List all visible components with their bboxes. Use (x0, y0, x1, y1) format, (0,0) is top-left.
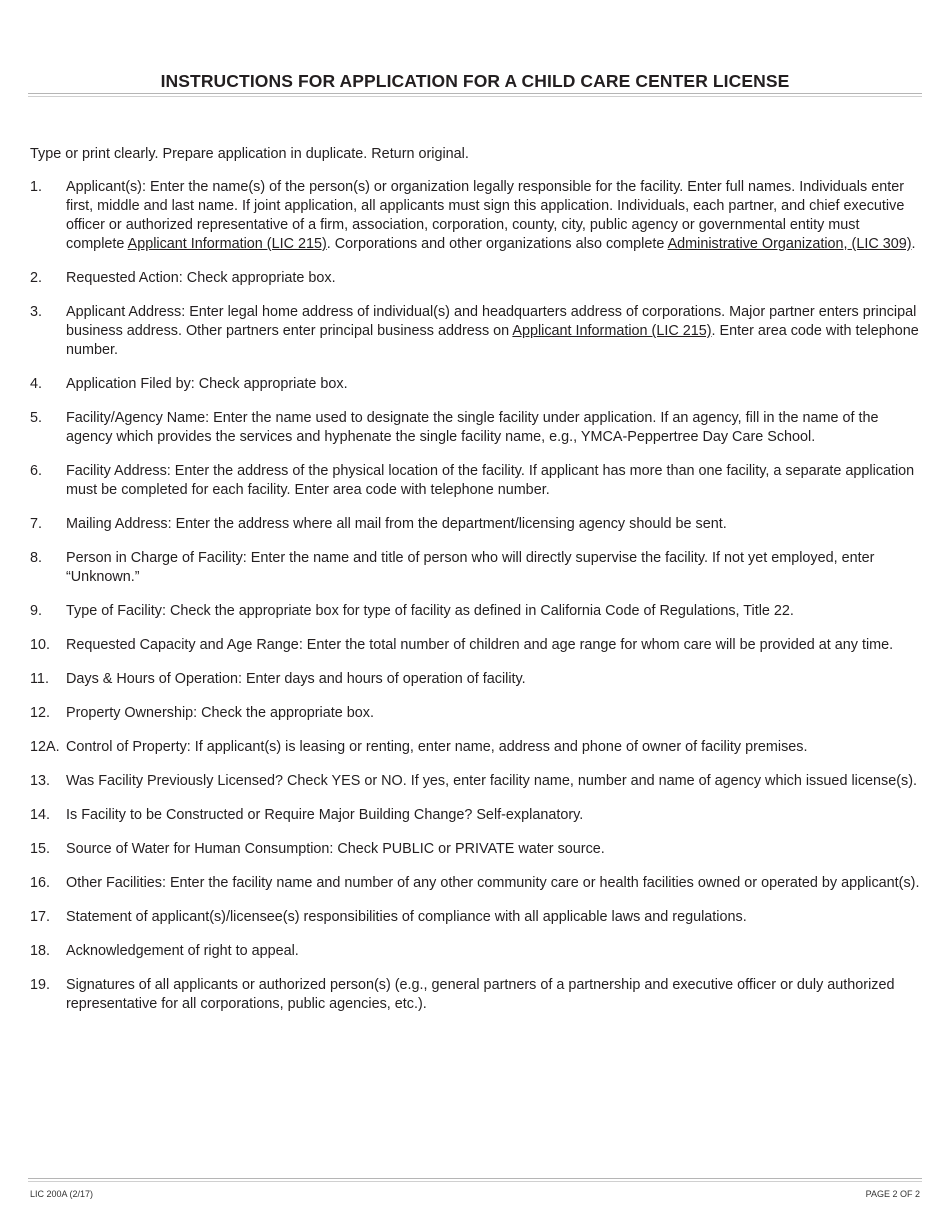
instruction-item (30, 375, 920, 394)
item-text-segment: Mailing Address: Enter the address where all mail from the department/licensing agency should be sent. (66, 516, 727, 532)
item-text-segment: Was Facility Previously Licensed? Check YES or NO. If yes, enter facility name, number and name of agency which issued license(s). (66, 773, 918, 789)
item-text (66, 976, 920, 1014)
instruction-item (30, 704, 920, 723)
instruction-item (30, 908, 920, 927)
item-number: 18. (30, 943, 51, 959)
footer-rule (28, 1178, 922, 1179)
item-text-segment: Facility Address: Enter the address of the physical location of the facility. If applicant has more than one facility, a separate application must be completed for each facility. Enter area code with telephone number. (66, 463, 915, 498)
instruction-item (30, 976, 920, 1014)
item-text-segment: Type of Facility: Check the appropriate box for type of facility as defined in California Code of Regulations, Title 22. (66, 603, 794, 619)
item-number: 8. (30, 550, 43, 566)
instruction-item (30, 462, 920, 500)
item-text (66, 636, 920, 655)
instruction-list (30, 178, 920, 1029)
item-number: 5. (30, 410, 43, 426)
item-text (66, 515, 920, 534)
instruction-item (30, 738, 920, 757)
item-number: 12A. (30, 739, 60, 755)
item-text-segment: Property Ownership: Check the appropriate box. (66, 705, 374, 721)
footer-rule-secondary (28, 1181, 922, 1182)
item-number: 17. (30, 909, 51, 925)
item-text (66, 874, 920, 893)
item-number: 9. (30, 603, 43, 619)
item-text-segment: . Corporations and other organizations also complete (326, 236, 668, 252)
item-number: 11. (30, 671, 49, 687)
instruction-item (30, 269, 920, 288)
item-text-segment: Applicant(s): Enter the name(s) of the person(s) or organization legally responsible for the facility. Enter full names. Individuals enter first, middle and last name. If joint application, all applicants must sign this application. Individuals, each partner, and chief executive officer or authorized representative of a firm, association, corporation, county, city, public agency or governmental entity must complete (66, 179, 905, 252)
item-text (66, 549, 920, 587)
item-text (66, 375, 920, 394)
item-number: 15. (30, 841, 51, 857)
item-text (66, 178, 920, 254)
item-text (66, 462, 920, 500)
instruction-item (30, 515, 920, 534)
intro-text: Type or print clearly. Prepare application in duplicate. Return original. (30, 146, 469, 162)
item-number: 1. (30, 179, 43, 195)
item-text-segment: Is Facility to be Constructed or Require Major Building Change? Self-explanatory. (66, 807, 584, 823)
instruction-item (30, 840, 920, 859)
item-number: 7. (30, 516, 43, 532)
item-text-segment: Application Filed by: Check appropriate box. (66, 376, 348, 392)
item-text (66, 772, 920, 791)
page-title: INSTRUCTIONS FOR APPLICATION FOR A CHILD CARE CENTER LICENSE (160, 71, 790, 91)
item-number: 2. (30, 270, 43, 286)
item-text (66, 704, 920, 723)
item-number: 10. (30, 637, 51, 653)
item-text-segment: Requested Capacity and Age Range: Enter the total number of children and age range for whom care will be provided at any time. (66, 637, 894, 653)
item-text-segment: Acknowledgement of right to appeal. (66, 943, 299, 959)
item-number: 13. (30, 773, 51, 789)
item-number: 14. (30, 807, 51, 823)
item-text-segment: Requested Action: Check appropriate box. (66, 270, 336, 286)
item-text (66, 840, 920, 859)
instruction-item (30, 409, 920, 447)
item-text (66, 942, 920, 961)
instruction-item (30, 549, 920, 587)
item-text-segment: Other Facilities: Enter the facility name and number of any other community care or health facilities owned or operated by applicant(s). (66, 875, 920, 891)
item-text-segment: Person in Charge of Facility: Enter the name and title of person who will directly supervise the facility. If not yet employed, enter “Unknown.” (66, 550, 875, 585)
item-text-segment: . Enter area code with telephone number. (66, 323, 919, 358)
item-text (66, 409, 920, 447)
instruction-item (30, 303, 920, 360)
instruction-item (30, 636, 920, 655)
item-text (66, 908, 920, 927)
form-reference: Administrative Organization, (LIC 309) (667, 236, 912, 252)
instruction-item (30, 178, 920, 254)
item-number: 4. (30, 376, 43, 392)
item-text-segment: Statement of applicant(s)/licensee(s) responsibilities of compliance with all applicable laws and regulations. (66, 909, 747, 925)
item-number: 16. (30, 875, 51, 891)
item-text (66, 738, 920, 757)
item-text-segment: Source of Water for Human Consumption: Check PUBLIC or PRIVATE water source. (66, 841, 605, 857)
instruction-item (30, 942, 920, 961)
item-text-segment: Control of Property: If applicant(s) is leasing or renting, enter name, address and phone of owner of facility premises. (66, 739, 808, 755)
item-text (66, 602, 920, 621)
form-reference: Applicant Information (LIC 215) (512, 323, 712, 339)
item-text-segment: . (911, 236, 916, 252)
item-text-segment: Signatures of all applicants or authorized person(s) (e.g., general partners of a partnership and executive officer or duly authorized representative for all corporations, public agencies, etc.). (66, 977, 895, 1012)
instruction-item (30, 874, 920, 893)
item-text (66, 269, 920, 288)
item-text-segment: Facility/Agency Name: Enter the name used to designate the single facility under application. If an agency, fill in the name of the agency which provides the services and hyphenate the single facility name, e.g., YMCA-Peppertree Day Care School. (66, 410, 879, 445)
form-reference: Applicant Information (LIC 215) (127, 236, 327, 252)
title-rule (28, 93, 922, 94)
item-text (66, 303, 920, 360)
item-text (66, 806, 920, 825)
item-number: 6. (30, 463, 43, 479)
item-number: 12. (30, 705, 51, 721)
title-rule-secondary (28, 96, 922, 97)
item-text-segment: Applicant Address: Enter legal home address of individual(s) and headquarters address of corporations. Major partner enters principal business address. Other partners enter principal business address on (66, 304, 917, 339)
instruction-item (30, 806, 920, 825)
page-number: PAGE 2 OF 2 (865, 1189, 920, 1199)
item-text (66, 670, 920, 689)
item-text-segment: Days & Hours of Operation: Enter days and hours of operation of facility. (66, 671, 526, 687)
instruction-item (30, 602, 920, 621)
item-number: 19. (30, 977, 51, 993)
instruction-item (30, 670, 920, 689)
form-id: LIC 200A (2/17) (30, 1189, 94, 1199)
item-number: 3. (30, 304, 43, 320)
instruction-item (30, 772, 920, 791)
